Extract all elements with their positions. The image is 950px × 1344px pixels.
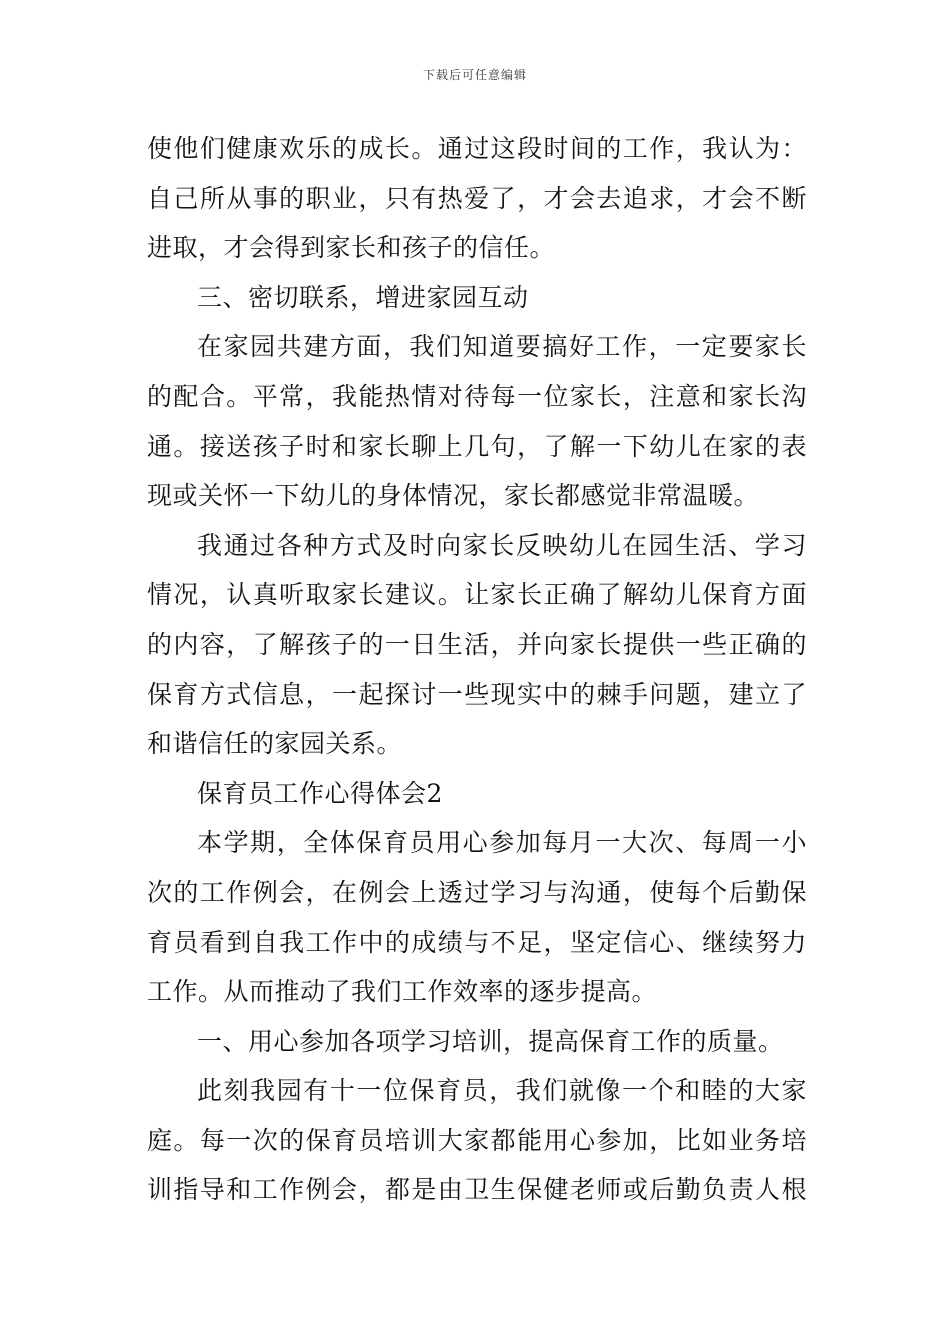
text-line: 在家园共建方面，我们知道要搞好工作，一定要家长 xyxy=(197,332,807,362)
text-line: 情况，认真听取家长建议。让家长正确了解幼儿保育方面 xyxy=(147,580,807,610)
text-line: 保育员工作心得体会2 xyxy=(197,778,443,808)
page-header-note: 下载后可任意编辑 xyxy=(422,68,527,82)
text-line: 庭。每一次的保育员培训大家都能用心参加，比如业务培 xyxy=(147,1125,807,1155)
text-line: 进取，才会得到家长和孩子的信任。 xyxy=(147,233,556,263)
text-line: 三、密切联系，增进家园互动 xyxy=(197,282,529,312)
text-line: 现或关怀一下幼儿的身体情况，家长都感觉非常温暖。 xyxy=(147,481,760,511)
text-line: 一、用心参加各项学习培训，提高保育工作的质量。 xyxy=(197,1026,784,1056)
text-line: 的内容，了解孩子的一日生活，并向家长提供一些正确的 xyxy=(147,629,807,659)
text-line: 使他们健康欢乐的成长。通过这段时间的工作，我认为： xyxy=(147,134,807,163)
text-line: 训指导和工作例会，都是由卫生保健老师或后勤负责人根 xyxy=(147,1175,807,1205)
text-line: 通。接送孩子时和家长聊上几句，了解一下幼儿在家的表 xyxy=(147,431,807,461)
text-line: 保育方式信息，一起探讨一些现实中的棘手问题，建立了 xyxy=(147,679,807,709)
text-line: 我通过各种方式及时向家长反映幼儿在园生活、学习 xyxy=(197,530,807,560)
text-line: 工作。从而推动了我们工作效率的逐步提高。 xyxy=(147,977,658,1007)
text-line: 的配合。平常，我能热情对待每一位家长，注意和家长沟 xyxy=(147,381,807,411)
text-line: 此刻我园有十一位保育员，我们就像一个和睦的大家 xyxy=(197,1076,807,1106)
document-body xyxy=(147,124,807,1215)
text-line: 和谐信任的家园关系。 xyxy=(147,729,403,759)
text-line: 育员看到自我工作中的成绩与不足，坚定信心、继续努力 xyxy=(147,927,807,957)
text-line: 次的工作例会，在例会上透过学习与沟通，使每个后勤保 xyxy=(147,877,807,907)
text-line: 自己所从事的职业，只有热爱了，才会去追求，才会不断 xyxy=(147,183,807,213)
text-line: 本学期，全体保育员用心参加每月一大次、每周一小 xyxy=(197,828,807,858)
